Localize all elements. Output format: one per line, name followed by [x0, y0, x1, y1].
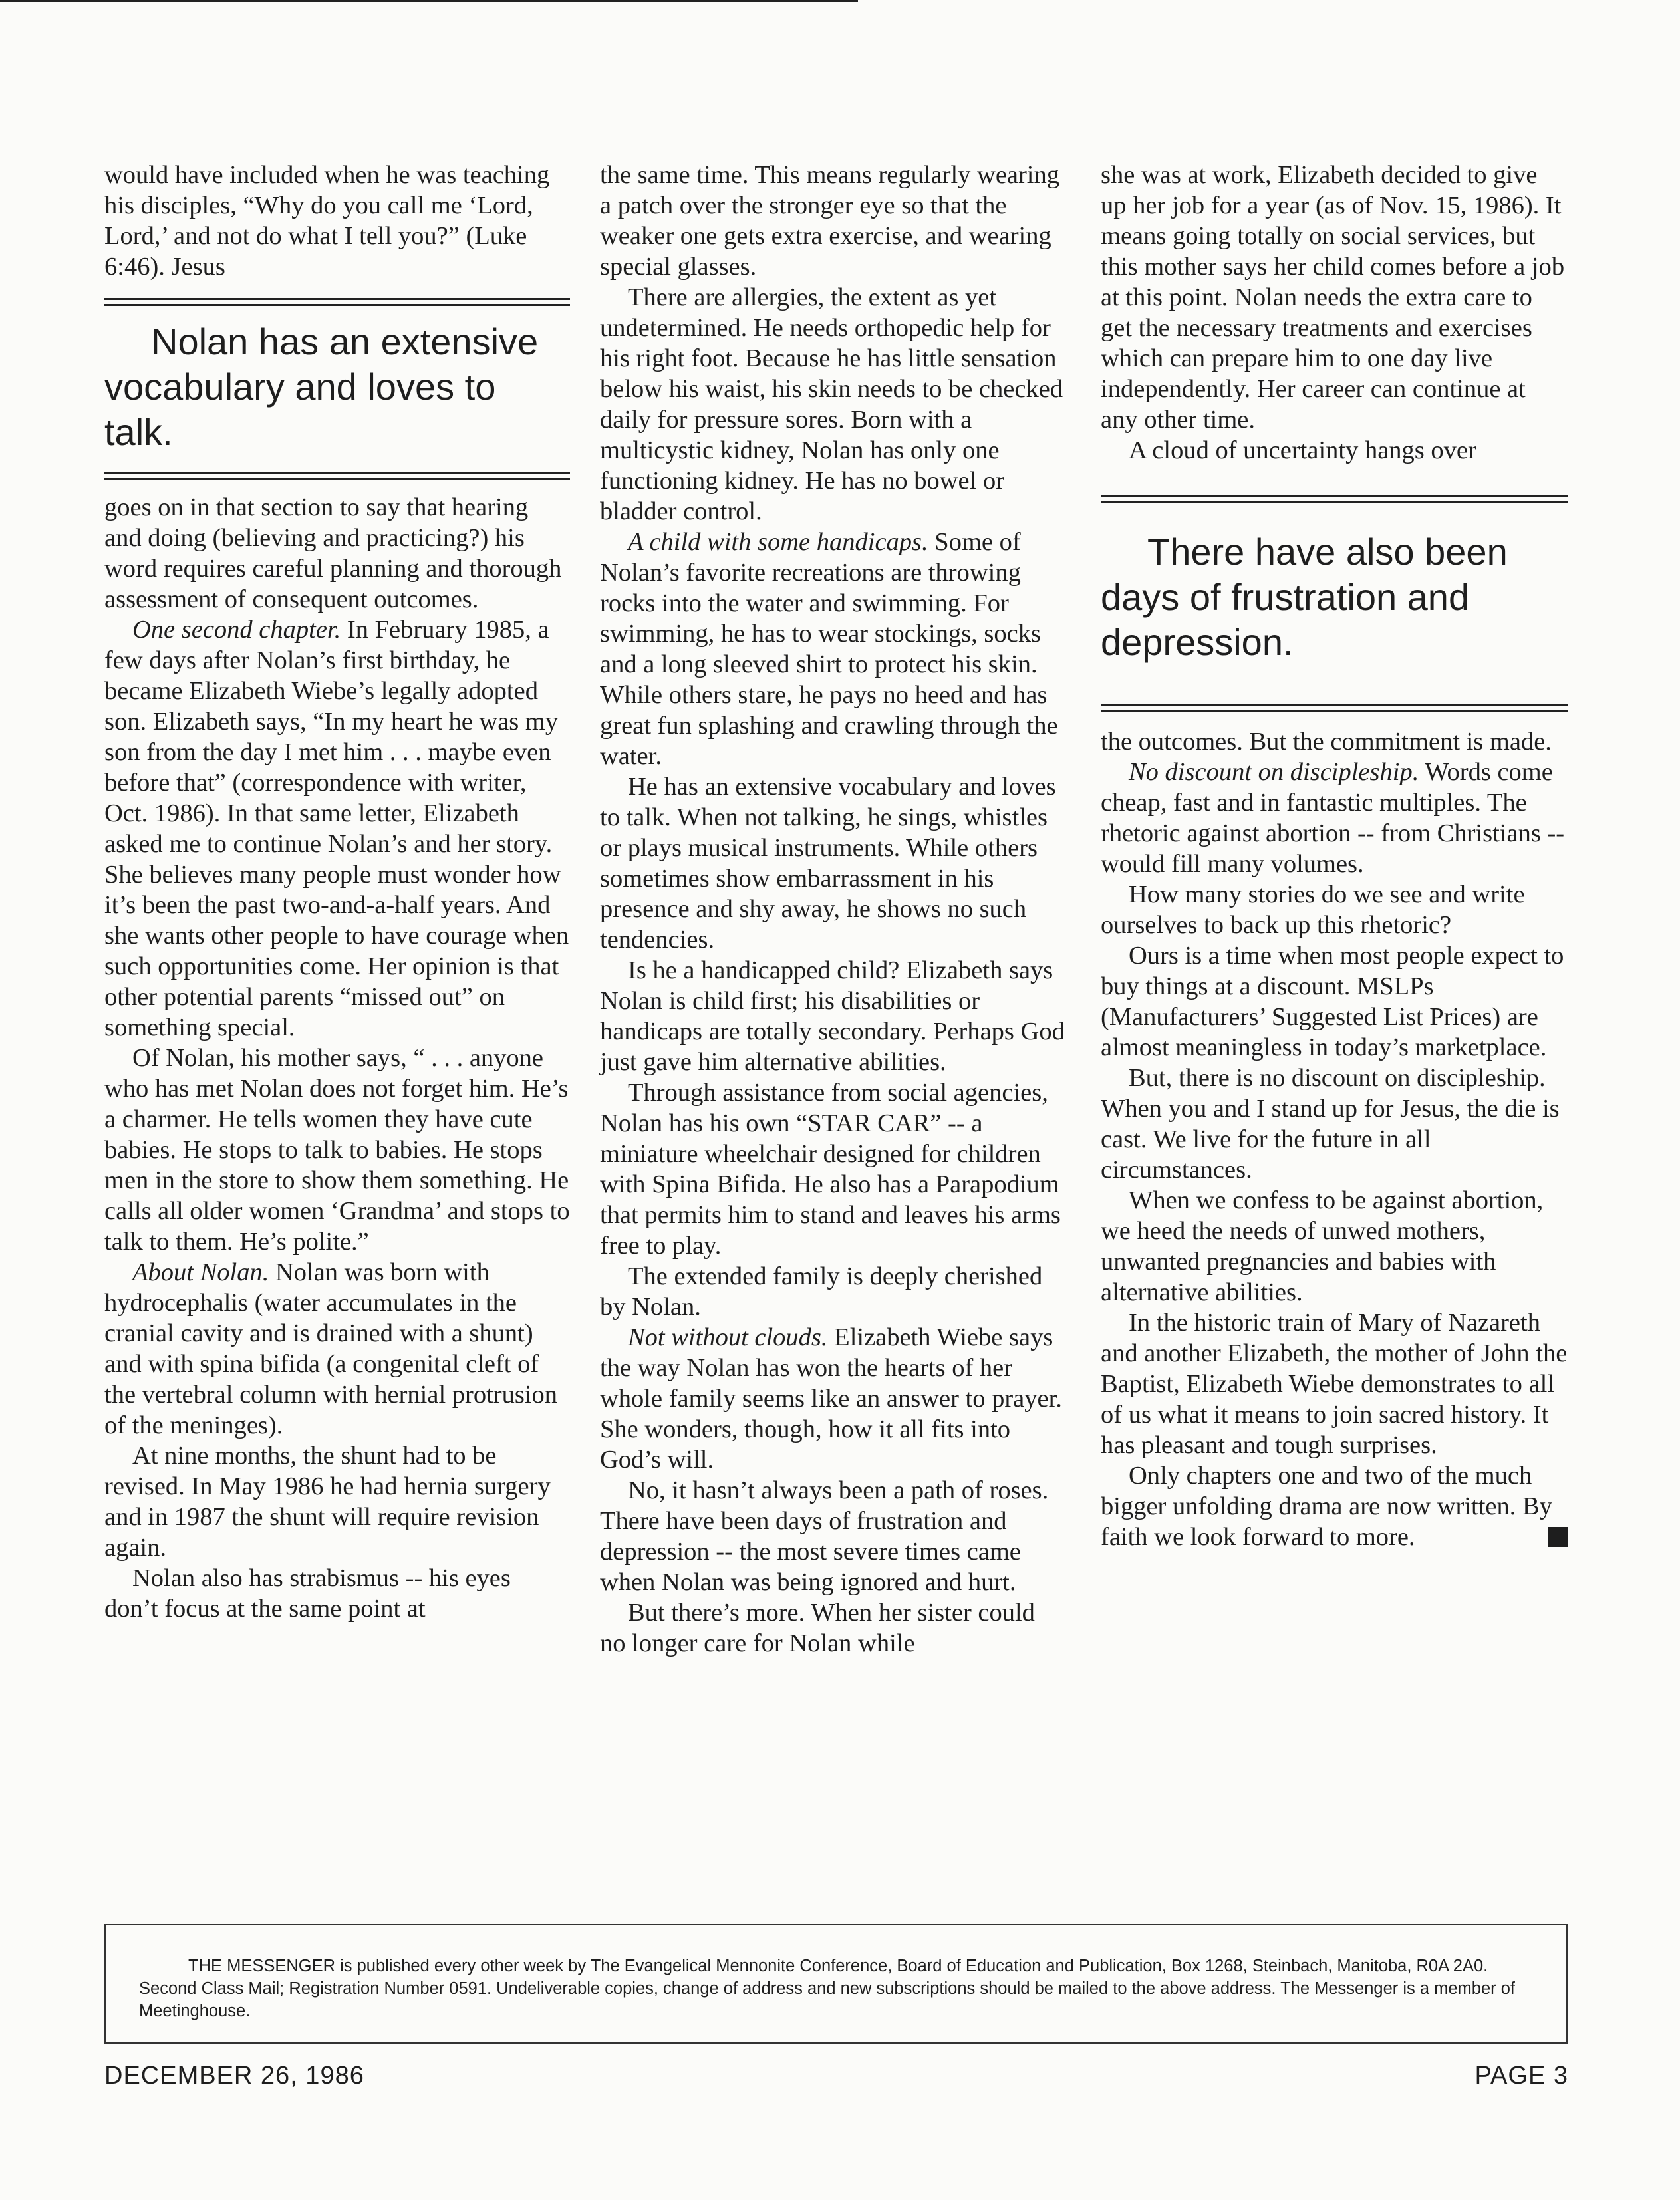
paragraph: Through assistance from social agencies, Nolan has his own “STAR CAR” -- a miniature wheelchair designed for children with Spina Bifida. He also has a Parapodium that permits him to stand and leaves his arms free to play. — [600, 1079, 1061, 1260]
masthead-text: THE MESSENGER is published every other week by The Evangelical Mennonite Conference, Board of Education and Publication, Box 1268, Steinbach, Manitoba, R0A 2A0. Second Class Mail; Registration Number 0591. Undeliverable copies, change of address and new subscriptions should be mailed to the above address. The Messenger is a member of Meetinghouse. — [139, 1957, 1515, 2020]
paragraph: One second chapter. In February 1985, a few days after Nolan’s first birthday, he became Elizabeth Wiebe’s legally adopted son. Elizabeth says, “In my heart he was my son from the day I met him . . . maybe even before that” (correspondence with writer, Oct. 1986). In that same letter, Elizabeth asked me to continue Nolan’s and her story. She believes many people must wonder how it’s been the past two-and-a-half years. And she wants other people to have courage when such opportunities come. Her opinion is that other potential parents “missed out” on something special. — [104, 616, 569, 1041]
issue-date: DECEMBER 26, 1986 — [104, 2062, 364, 2090]
paragraph: Only chapters one and two of the much bigger unfolding drama are now written. By faith we look forward to more. — [1101, 1460, 1568, 1552]
paragraph: The extended family is deeply cherished by Nolan. — [600, 1262, 1043, 1321]
paragraph: He has an extensive vocabulary and loves to talk. When not talking, he sings, whistles or plays musical instruments. While others sometimes show embarrassment in his presence and shy away, he shows no such tendencies. — [600, 773, 1056, 954]
pull-quote: Nolan has an extensive vocabulary and loves to talk. — [104, 321, 539, 453]
paragraph: There are allergies, the extent as yet undetermined. He needs orthopedic help for his right foot. Because he has little sensation below his waist, his skin needs to be checked daily for pressure sores. Born with a multicystic kidney, Nolan has only one functioning kidney. He has no bowel or bladder control. — [600, 283, 1063, 525]
pull-quote-rule — [104, 298, 570, 306]
subhead: No discount on discipleship. — [1129, 758, 1419, 786]
paragraph: Nolan also has strabismus -- his eyes don’t focus at the same point at — [104, 1564, 511, 1623]
masthead-box — [104, 1924, 1568, 2044]
column-3 — [1101, 160, 1568, 1552]
paragraph: In the historic train of Mary of Nazareth and another Elizabeth, the mother of John the Baptist, Elizabeth Wiebe demonstrates to all of us what it means to join sacred history. It has pleasant and tough surprises. — [1101, 1309, 1568, 1459]
paragraph: But, there is no discount on discipleship. When you and I stand up for Jesus, the die is cast. We live for the future in all circumstances. — [1101, 1064, 1560, 1184]
paragraph: the outcomes. But the commitment is made. — [1101, 728, 1552, 756]
paragraph: How many stories do we see and write ourselves to back up this rhetoric? — [1101, 881, 1525, 939]
paragraph: About Nolan. Nolan was born with hydrocephalis (water accumulates in the cranial cavity and is drained with a shunt) and with spina bifida (a congenital cleft of the vertebral column with hernial protrusion of the meninges). — [104, 1258, 558, 1439]
end-mark-icon — [1548, 1527, 1568, 1547]
paragraph: she was at work, Elizabeth decided to give up her job for a year (as of Nov. 15, 1986). It means going totally on social services, but this mother says her child comes before a job at this point. Nolan needs the extra care to get the necessary treatments and exercises which can prepare him to one day live independently. Her career can continue at any other time. — [1101, 161, 1565, 434]
paragraph: the same time. This means regularly wearing a patch over the stronger eye so that the weaker one gets extra exercise, and wearing special glasses. — [600, 161, 1060, 281]
pull-quote-rule — [1101, 495, 1568, 503]
paragraph: At nine months, the shunt had to be revised. In May 1986 he had hernia surgery and in 1987 the shunt will require revision again. — [104, 1442, 551, 1562]
paragraph: Is he a handicapped child? Elizabeth says Nolan is child first; his disabilities or handicaps are totally secondary. Perhaps God just gave him alternative abilities. — [600, 956, 1065, 1076]
paragraph: Ours is a time when most people expect to buy things at a discount. MSLPs (Manufacturers’ Suggested List Prices) are almost meaningless in today’s marketplace. — [1101, 942, 1564, 1061]
column-2 — [600, 160, 1065, 1659]
paragraph: No, it hasn’t always been a path of roses. There have been days of frustration and depression -- the most severe times came when Nolan was being ignored and hurt. — [600, 1476, 1049, 1596]
subhead: A child with some handicaps. — [628, 528, 928, 556]
pull-quote: There have also been days of frustration and depression. — [1101, 531, 1508, 663]
column-1 — [104, 160, 570, 1624]
subhead: About Nolan. — [132, 1258, 269, 1286]
paragraph: would have included when he was teaching his disciples, “Why do you call me ‘Lord, Lord,’ and not do what I tell you?” (Luke 6:46). Jesus — [104, 161, 550, 281]
subhead: One second chapter. — [132, 616, 341, 644]
subhead: Not without clouds. — [628, 1323, 828, 1351]
paragraph: A cloud of uncertainty hangs over — [1129, 436, 1476, 464]
paragraph: When we confess to be against abortion, we heed the needs of unwed mothers, unwanted pregnancies and babies with alternative abilities. — [1101, 1186, 1544, 1306]
pull-quote-rule — [104, 472, 570, 480]
paragraph: Of Nolan, his mother says, “ . . . anyone who has met Nolan does not forget him. He’s a charmer. He tells women they have cute babies. He stops to talk to babies. He stops men in the store to show them something. He calls all older women ‘Grandma’ and stops to talk to them. He’s polite.” — [104, 1044, 570, 1256]
paragraph: A child with some handicaps. Some of Nolan’s favorite recreations are throwing rocks into the water and swimming. For swimming, he has to wear stockings, socks and a long sleeved shirt to protect his skin. While others stare, he pays no heed and has great fun splashing and crawling through the water. — [600, 528, 1058, 770]
top-border-line — [0, 0, 858, 2]
page-number: PAGE 3 — [1474, 2062, 1568, 2090]
paragraph: Not without clouds. Elizabeth Wiebe says the way Nolan has won the hearts of her whole family seems like an answer to prayer. She wonders, though, how it all fits into God’s will. — [600, 1323, 1062, 1474]
paragraph: goes on in that section to say that hearing and doing (believing and practicing?) his word requires careful planning and thorough assessment of consequent outcomes. — [104, 493, 562, 613]
pull-quote-rule — [1101, 704, 1568, 712]
paragraph: No discount on discipleship. Words come cheap, fast and in fantastic multiples. The rhetoric against abortion -- from Christians -- would fill many volumes. — [1101, 758, 1565, 878]
paragraph: But there’s more. When her sister could no longer care for Nolan while — [600, 1599, 1035, 1657]
